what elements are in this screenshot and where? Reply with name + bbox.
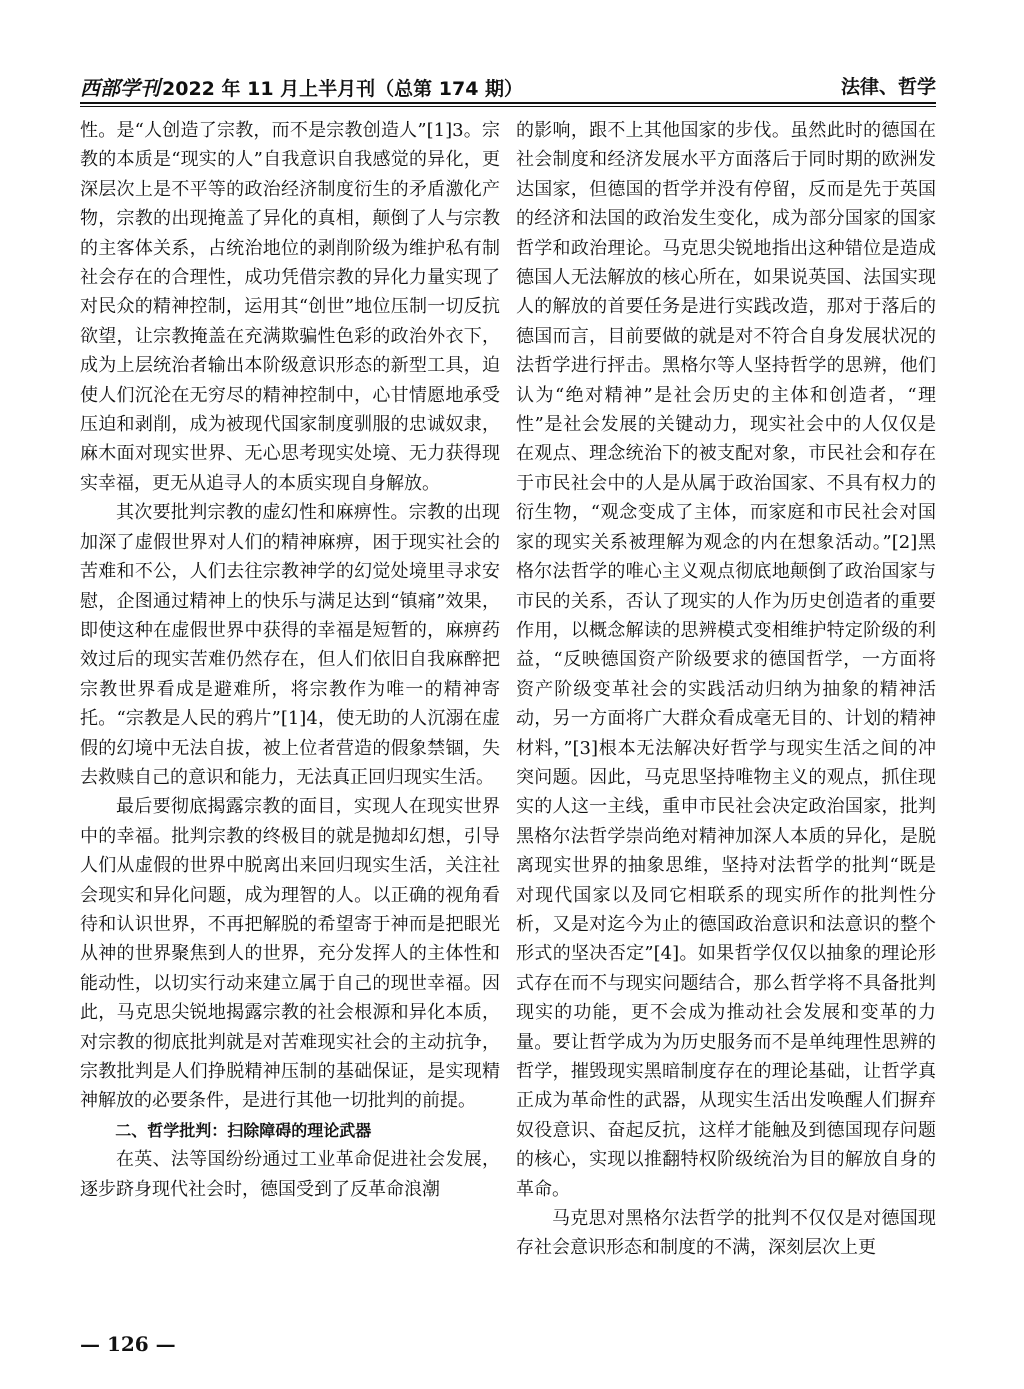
left-column xyxy=(80,116,500,1204)
issue-info: 2022 年 11 月上半月刊（总第 174 期） xyxy=(162,78,524,100)
paragraph: 最后要彻底揭露宗教的面目，实现人在现实世界中的幸福。批判宗教的终极目的就是抛却幻想，引导人们从虚假的世界中脱离出来回归现实生活，关注社会现实和异化问题，成为理智的人。以正确的视角看待和认识世界，不再把解脱的希望寄于神而是把眼光从神的世界聚焦到人的世界，充分发挥人的主体性和能动性，以切实行动来建立属于自己的现世幸福。因此，马克思尖锐地揭露宗教的社会根源和异化本质，对宗教的彻底批判就是对苦难现实社会的主动抗争，宗教批判是人们挣脱精神压制的基础保证，是实现精神解放的必要条件，是进行其他一切批判的前提。 xyxy=(80,796,500,1112)
paragraph: 性。是“人创造了宗教，而不是宗教创造人”[1]3。宗教的本质是“现实的人”自我意识自我感觉的异化，更深层次上是不平等的政治经济制度衍生的矛盾激化产物，宗教的出现掩盖了异化的真相，颠倒了人与宗教的主客体关系，占统治地位的剥削阶级为维护私有制社会存在的合理性，成功凭借宗教的异化力量实现了对民众的精神控制，运用其“创世”地位压制一切反抗欲望，让宗教掩盖在充满欺骗性色彩的政治外衣下，成为上层统治者输出本阶级意识形态的新型工具，迫使人们沉沦在无穷尽的精神控制中，心甘情愿地承受压迫和剥削，成为被现代国家制度驯服的忠诚奴隶，麻木面对现实世界、无心思考现实处境、无力获得现实幸福，更无从追寻人的本质实现自身解放。 xyxy=(80,120,500,494)
header-rule-thick xyxy=(80,102,936,104)
journal-logo: 西部学刊 xyxy=(80,76,160,100)
section-heading: 二、哲学批判：扫除障碍的理论武器 xyxy=(115,1120,372,1140)
journal-title xyxy=(80,72,523,101)
header-rule-thin xyxy=(80,106,936,107)
section-label: 法律、哲学 xyxy=(840,76,936,98)
right-column xyxy=(516,116,936,1263)
paragraph: 的影响，跟不上其他国家的步伐。虽然此时的德国在社会制度和经济发展水平方面落后于同时期的欧洲发达国家，但德国的哲学并没有停留，反而是先于英国的经济和法国的政治发生变化，成为部分国家的国家哲学和政治理论。马克思尖锐地指出这种错位是造成德国人无法解放的核心所在，如果说英国、法国实现人的解放的首要任务是进行实践改造，那对于落后的德国而言，目前要做的就是对不符合自身发展状况的法哲学进行抨击。黑格尔等人坚持哲学的思辨，他们认为“绝对精神”是社会历史的主体和创造者，“理性”是社会发展的关键动力，现实社会中的人仅仅是在观点、理念统治下的被支配对象，市民社会和存在于市民社会中的人是从属于政治国家、不具有权力的衍生物，“观念变成了主体，而家庭和市民社会对国家的现实关系被理解为观念的内在想象活动。”[2]黑格尔法哲学的唯心主义观点彻底地颠倒了政治国家与市民的关系，否认了现实的人作为历史创造者的重要作用，以概念解读的思辨模式变相维护特定阶级的利益，“反映德国资产阶级要求的德国哲学，一方面将资产阶级变革社会的实践活动归纳为抽象的精神活动，另一方面将广大群众看成毫无目的、计划的精神材料，”[3]根本无法解决好哲学与现实生活之间的冲突问题。因此，马克思坚持唯物主义的观点，抓住现实的人这一主线，重申市民社会决定政治国家，批判黑格尔法哲学崇尚绝对精神加深人本质的异化，是脱离现实世界的抽象思维，坚持对法哲学的批判“既是对现代国家以及同它相联系的现实所作的批判性分析，又是对迄今为止的德国政治意识和法意识的整个形式的坚决否定”[4]。如果哲学仅仅以抽象的理论形式存在而不与现实问题结合，那么哲学将不具备批判现实的功能，更不会成为推动社会发展和变革的力量。要让哲学成为为历史服务而不是单纯理性思辨的哲学，摧毁现实黑暗制度存在的理论基础，让哲学真正成为革命性的武器，从现实生活出发唤醒人们摒弃奴役意识、奋起反抗，这样才能触及到德国现存问题的核心，实现以推翻特权阶级统治为目的解放自身的革命。 xyxy=(516,120,936,1200)
paragraph: 马克思对黑格尔法哲学的批判不仅仅是对德国现存社会意识形态和制度的不满，深刻层次上更 xyxy=(516,1208,936,1259)
paragraph: 在英、法等国纷纷通过工业革命促进社会发展，逐步跻身现代社会时，德国受到了反革命浪潮 xyxy=(80,1149,500,1200)
page-number: — 126 — xyxy=(80,1332,176,1356)
running-header xyxy=(80,68,936,102)
paragraph: 其次要批判宗教的虚幻性和麻痹性。宗教的出现加深了虚假世界对人们的精神麻痹，困于现实社会的苦难和不公，人们去往宗教神学的幻觉处境里寻求安慰，企图通过精神上的快乐与满足达到“镇痛”效果，即使这种在虚假世界中获得的幸福是短暂的，麻痹药效过后的现实苦难仍然存在，但人们依旧自我麻醉把宗教世界看成是避难所，将宗教作为唯一的精神寄托。“宗教是人民的鸦片”[1]4，使无助的人沉溺在虚假的幻境中无法自拔，被上位者营造的假象禁锢，失去救赎自己的意识和能力，无法真正回归现实生活。 xyxy=(80,502,500,788)
